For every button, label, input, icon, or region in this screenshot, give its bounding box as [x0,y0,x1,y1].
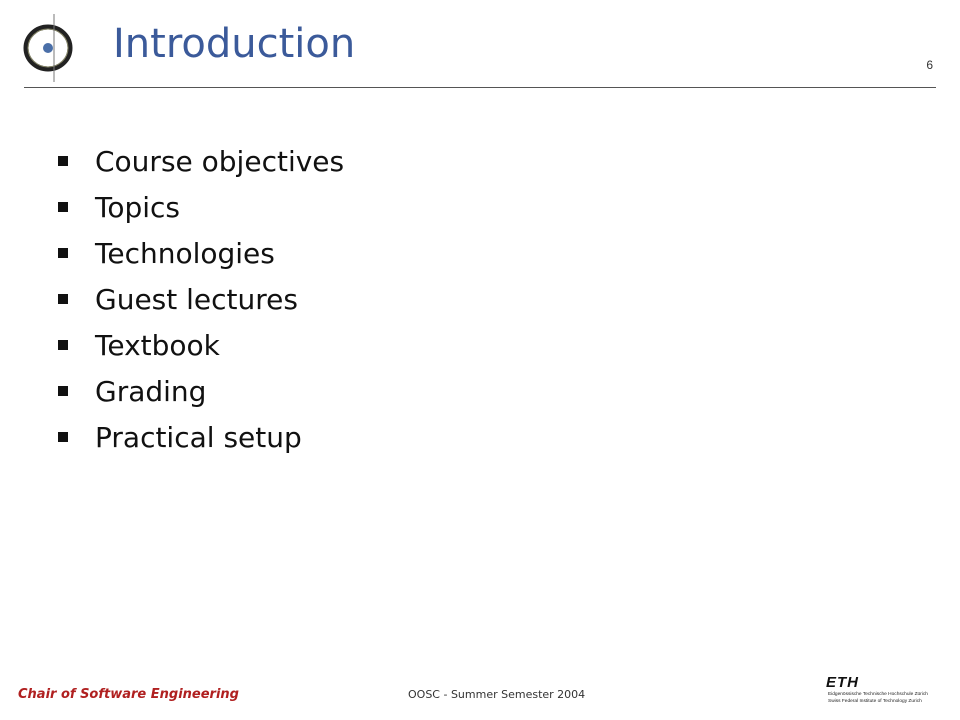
list-item [58,230,344,276]
slide-title: Introduction [113,21,356,67]
list-item [58,184,344,230]
list-item [58,322,344,368]
bullet-text: Grading [95,374,207,408]
square-bullet-icon [58,248,68,258]
list-item [58,414,344,460]
chair-logo-icon [18,12,90,84]
footer-course-name: OOSC - Summer Semester 2004 [408,688,586,701]
page-number: 6 [926,58,933,72]
bullet-text: Practical setup [95,420,302,454]
square-bullet-icon [58,156,68,166]
chair-logo [18,12,90,84]
bullet-text: Technologies [95,236,275,270]
title-divider [24,87,936,88]
bullet-list [58,138,344,460]
bullet-text: Guest lectures [95,282,298,316]
eth-logo-line-german: Eidgenössische Technische Hochschule Zürich [828,692,928,697]
square-bullet-icon [58,432,68,442]
list-item [58,368,344,414]
square-bullet-icon [58,386,68,396]
square-bullet-icon [58,340,68,350]
list-item [58,276,344,322]
bullet-text: Course objectives [95,144,345,178]
square-bullet-icon [58,202,68,212]
eth-logo-line-english: Swiss Federal Institute of Technology Zurich [828,699,922,704]
square-bullet-icon [58,294,68,304]
eth-logo-word: ETH [826,674,859,691]
eth-logo [826,674,942,708]
bullet-text: Topics [95,190,181,224]
footer-chair-name: Chair of Software Engineering [18,687,239,702]
list-item [58,138,344,184]
bullet-text: Textbook [95,328,220,362]
